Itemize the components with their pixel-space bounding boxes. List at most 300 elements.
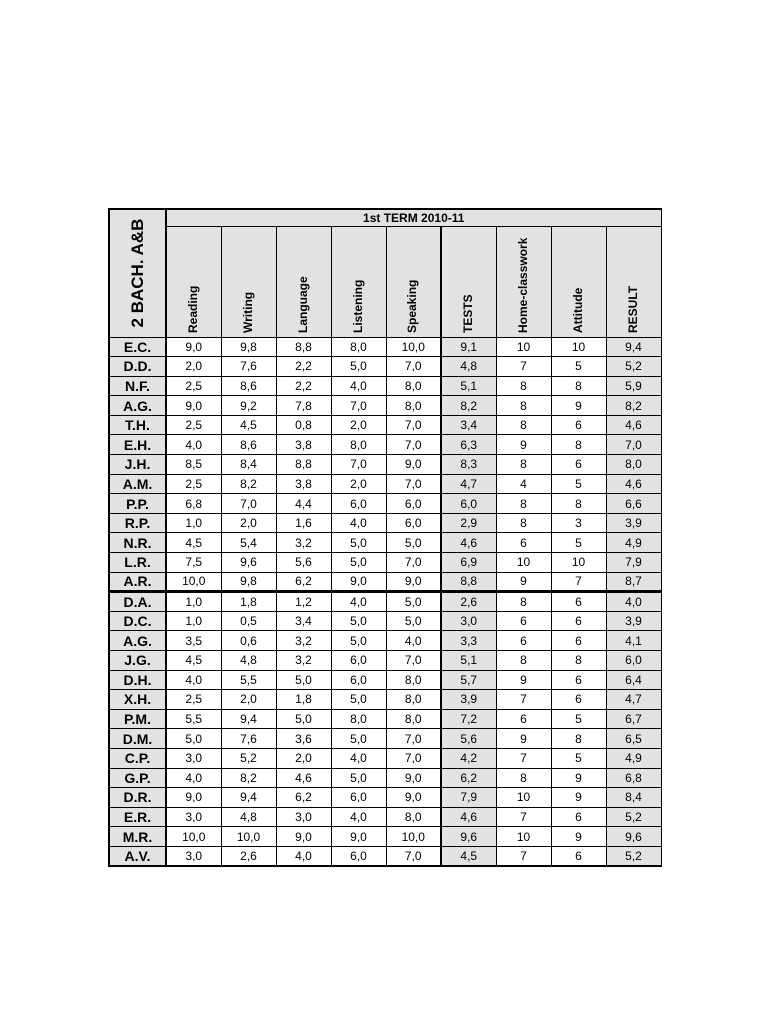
student-initials: D.H. xyxy=(109,670,166,690)
grade-cell: 6 xyxy=(551,807,606,827)
grade-cell: 1,0 xyxy=(166,611,221,631)
grade-cell: 6 xyxy=(551,670,606,690)
grade-cell: 3,3 xyxy=(441,631,496,651)
grade-cell: 2,2 xyxy=(276,357,331,377)
grade-cell: 7,0 xyxy=(606,435,661,455)
grade-cell: 9 xyxy=(496,435,551,455)
grade-cell: 9 xyxy=(496,729,551,749)
student-initials: A.G. xyxy=(109,396,166,416)
student-initials: N.F. xyxy=(109,376,166,396)
grade-cell: 3,5 xyxy=(166,631,221,651)
grade-cell: 4,0 xyxy=(331,807,386,827)
grade-cell: 5,0 xyxy=(166,729,221,749)
grade-cell: 8 xyxy=(496,768,551,788)
grade-cell: 9,0 xyxy=(386,572,441,592)
grade-cell: 7 xyxy=(496,748,551,768)
table-row xyxy=(109,396,661,416)
grade-cell: 9 xyxy=(551,396,606,416)
column-header-label: RESULT xyxy=(625,285,640,333)
grade-cell: 7,0 xyxy=(221,494,276,514)
student-initials: M.R. xyxy=(109,827,166,847)
grade-cell: 7,9 xyxy=(441,788,496,808)
grade-cell: 2,2 xyxy=(276,376,331,396)
grade-cell: 8,2 xyxy=(606,396,661,416)
column-header-label: Listening xyxy=(350,279,365,333)
grade-cell: 6,2 xyxy=(276,572,331,592)
grade-cell: 0,6 xyxy=(221,631,276,651)
term-title: 1st TERM 2010-11 xyxy=(166,209,661,226)
grade-cell: 8 xyxy=(551,494,606,514)
grade-cell: 8,0 xyxy=(386,396,441,416)
grade-cell: 6 xyxy=(496,709,551,729)
student-initials: D.C. xyxy=(109,611,166,631)
grade-cell: 2,5 xyxy=(166,690,221,710)
grade-cell: 8,0 xyxy=(386,376,441,396)
grade-cell: 5 xyxy=(551,709,606,729)
grade-cell: 6,2 xyxy=(276,788,331,808)
grade-cell: 9,4 xyxy=(221,788,276,808)
grade-cell: 4,0 xyxy=(386,631,441,651)
grade-cell: 7,0 xyxy=(386,553,441,573)
table-row xyxy=(109,690,661,710)
grade-cell: 5,0 xyxy=(331,690,386,710)
grade-cell: 10 xyxy=(551,337,606,357)
grade-cell: 2,0 xyxy=(166,357,221,377)
grade-cell: 6 xyxy=(551,690,606,710)
grade-cell: 7,0 xyxy=(386,748,441,768)
grade-cell: 3,0 xyxy=(166,846,221,866)
student-initials: X.H. xyxy=(109,690,166,710)
student-initials: E.R. xyxy=(109,807,166,827)
student-initials: T.H. xyxy=(109,415,166,435)
grade-cell: 1,8 xyxy=(221,592,276,612)
grade-cell: 5,0 xyxy=(331,553,386,573)
student-initials: E.H. xyxy=(109,435,166,455)
table-row xyxy=(109,768,661,788)
grade-cell: 8,4 xyxy=(606,788,661,808)
grade-cell: 7 xyxy=(496,690,551,710)
grade-cell: 6,2 xyxy=(441,768,496,788)
grade-cell: 7,0 xyxy=(331,455,386,475)
table-row xyxy=(109,670,661,690)
student-initials: J.G. xyxy=(109,651,166,671)
grade-cell: 4,2 xyxy=(441,748,496,768)
grade-cell: 7,0 xyxy=(386,846,441,866)
table-row xyxy=(109,494,661,514)
column-header xyxy=(496,226,551,337)
grade-cell: 9 xyxy=(551,827,606,847)
grade-cell: 3,0 xyxy=(166,748,221,768)
table-row xyxy=(109,709,661,729)
grade-cell: 10 xyxy=(496,827,551,847)
grade-cell: 7 xyxy=(496,846,551,866)
grade-cell: 8,4 xyxy=(221,455,276,475)
column-header-label: TESTS xyxy=(460,293,475,333)
student-initials: P.M. xyxy=(109,709,166,729)
grade-cell: 6,6 xyxy=(606,494,661,514)
grade-cell: 7,8 xyxy=(276,396,331,416)
grade-cell: 4,5 xyxy=(166,651,221,671)
grade-cell: 6,0 xyxy=(331,670,386,690)
grade-cell: 2,0 xyxy=(221,513,276,533)
table-row xyxy=(109,729,661,749)
table-row xyxy=(109,846,661,866)
grade-cell: 7,0 xyxy=(386,474,441,494)
table-row xyxy=(109,651,661,671)
grade-cell: 8,0 xyxy=(386,709,441,729)
grade-cell: 0,5 xyxy=(221,611,276,631)
grade-cell: 2,0 xyxy=(221,690,276,710)
table-row xyxy=(109,611,661,631)
grade-cell: 4,5 xyxy=(221,415,276,435)
grade-cell: 4,6 xyxy=(606,415,661,435)
grade-cell: 6,3 xyxy=(441,435,496,455)
grade-cell: 7,5 xyxy=(166,553,221,573)
grade-cell: 6 xyxy=(551,592,606,612)
grade-cell: 6 xyxy=(496,611,551,631)
grade-cell: 8,6 xyxy=(221,435,276,455)
student-initials: A.M. xyxy=(109,474,166,494)
table-row xyxy=(109,788,661,808)
grade-cell: 6,0 xyxy=(606,651,661,671)
grade-cell: 4,8 xyxy=(441,357,496,377)
grade-cell: 2,0 xyxy=(276,748,331,768)
grade-cell: 8 xyxy=(496,513,551,533)
grade-cell: 1,8 xyxy=(276,690,331,710)
grade-cell: 5,0 xyxy=(331,611,386,631)
column-header-label: Speaking xyxy=(405,279,420,333)
grade-cell: 6,9 xyxy=(441,553,496,573)
grade-cell: 3,9 xyxy=(606,513,661,533)
grade-cell: 5,0 xyxy=(331,768,386,788)
student-initials: L.R. xyxy=(109,553,166,573)
grade-cell: 5,0 xyxy=(331,729,386,749)
grade-cell: 5,6 xyxy=(276,553,331,573)
student-initials: J.H. xyxy=(109,455,166,475)
grade-cell: 5,0 xyxy=(331,631,386,651)
table-row xyxy=(109,513,661,533)
grade-cell: 4,9 xyxy=(606,748,661,768)
student-initials: R.P. xyxy=(109,513,166,533)
grade-cell: 4,0 xyxy=(331,748,386,768)
grade-cell: 9 xyxy=(551,788,606,808)
grade-cell: 7,6 xyxy=(221,729,276,749)
grade-cell: 4,5 xyxy=(441,846,496,866)
grade-cell: 10,0 xyxy=(386,827,441,847)
grade-cell: 4,0 xyxy=(166,435,221,455)
grade-cell: 6 xyxy=(551,455,606,475)
grade-cell: 5,5 xyxy=(166,709,221,729)
grade-cell: 7,9 xyxy=(606,553,661,573)
table-row xyxy=(109,592,661,612)
grade-cell: 7,0 xyxy=(386,415,441,435)
grade-cell: 4,0 xyxy=(276,846,331,866)
table-row xyxy=(109,455,661,475)
grade-cell: 6,8 xyxy=(166,494,221,514)
grade-cell: 1,0 xyxy=(166,513,221,533)
grade-cell: 5,5 xyxy=(221,670,276,690)
grade-cell: 8 xyxy=(551,729,606,749)
grade-cell: 2,5 xyxy=(166,376,221,396)
grade-cell: 9,4 xyxy=(221,709,276,729)
student-initials: N.R. xyxy=(109,533,166,553)
column-header-label: Writing xyxy=(240,291,255,333)
grade-cell: 4,8 xyxy=(221,807,276,827)
column-header xyxy=(221,226,276,337)
grade-cell: 9 xyxy=(496,670,551,690)
student-initials: G.P. xyxy=(109,768,166,788)
grade-cell: 9 xyxy=(551,768,606,788)
grade-cell: 8 xyxy=(551,376,606,396)
grade-cell: 3,2 xyxy=(276,651,331,671)
grade-cell: 6 xyxy=(551,415,606,435)
grade-cell: 10,0 xyxy=(221,827,276,847)
grade-cell: 3,9 xyxy=(441,690,496,710)
grade-cell: 1,6 xyxy=(276,513,331,533)
grade-cell: 9,4 xyxy=(606,337,661,357)
grade-cell: 4,6 xyxy=(441,807,496,827)
grade-cell: 4,7 xyxy=(441,474,496,494)
grade-cell: 9,6 xyxy=(441,827,496,847)
grade-cell: 5 xyxy=(551,533,606,553)
grade-cell: 6,0 xyxy=(386,494,441,514)
grade-cell: 5 xyxy=(551,357,606,377)
grade-cell: 8,0 xyxy=(386,670,441,690)
column-header-label: Reading xyxy=(185,285,200,333)
table-row xyxy=(109,533,661,553)
grade-cell: 1,0 xyxy=(166,592,221,612)
table-body xyxy=(109,337,661,866)
grade-cell: 10,0 xyxy=(166,572,221,592)
grade-cell: 7,0 xyxy=(386,729,441,749)
grade-cell: 6 xyxy=(496,631,551,651)
grade-cell: 6 xyxy=(496,533,551,553)
grade-cell: 4,6 xyxy=(606,474,661,494)
grade-cell: 3,2 xyxy=(276,533,331,553)
grade-cell: 4,0 xyxy=(331,513,386,533)
grade-cell: 4,4 xyxy=(276,494,331,514)
grade-cell: 6,7 xyxy=(606,709,661,729)
grade-cell: 3,6 xyxy=(276,729,331,749)
grade-cell: 4,9 xyxy=(606,533,661,553)
grade-cell: 8,8 xyxy=(441,572,496,592)
student-initials: C.P. xyxy=(109,748,166,768)
grade-cell: 3,9 xyxy=(606,611,661,631)
grade-cell: 8,0 xyxy=(386,807,441,827)
grade-cell: 4,0 xyxy=(166,670,221,690)
column-header-label: Language xyxy=(295,275,310,333)
grade-cell: 10 xyxy=(496,337,551,357)
grade-cell: 4,6 xyxy=(441,533,496,553)
grade-cell: 7,0 xyxy=(386,651,441,671)
grade-cell: 8,7 xyxy=(606,572,661,592)
table-row xyxy=(109,631,661,651)
group-label-cell xyxy=(109,209,166,337)
grade-cell: 4,8 xyxy=(221,651,276,671)
grade-cell: 7,0 xyxy=(386,357,441,377)
grade-cell: 4,0 xyxy=(606,592,661,612)
grade-cell: 6 xyxy=(551,611,606,631)
column-header-label: Home-classwork xyxy=(515,237,530,333)
column-header xyxy=(386,226,441,337)
grade-cell: 3,0 xyxy=(166,807,221,827)
grade-cell: 9,0 xyxy=(276,827,331,847)
grade-cell: 4,6 xyxy=(276,768,331,788)
grade-cell: 5,2 xyxy=(606,807,661,827)
grade-cell: 2,9 xyxy=(441,513,496,533)
grade-cell: 7 xyxy=(496,357,551,377)
grade-cell: 9,0 xyxy=(331,827,386,847)
grade-cell: 0,8 xyxy=(276,415,331,435)
grade-cell: 2,5 xyxy=(166,474,221,494)
grade-cell: 8,2 xyxy=(441,396,496,416)
grade-cell: 6,0 xyxy=(386,513,441,533)
grade-cell: 8 xyxy=(496,396,551,416)
grade-cell: 10 xyxy=(496,788,551,808)
grade-cell: 8 xyxy=(496,494,551,514)
table-row xyxy=(109,357,661,377)
grade-cell: 6 xyxy=(551,846,606,866)
grade-cell: 5,1 xyxy=(441,651,496,671)
table-row xyxy=(109,337,661,357)
grade-cell: 8,8 xyxy=(276,455,331,475)
grade-cell: 7,6 xyxy=(221,357,276,377)
grade-cell: 8,2 xyxy=(221,768,276,788)
grade-cell: 5,6 xyxy=(441,729,496,749)
grade-cell: 3,8 xyxy=(276,435,331,455)
grade-cell: 4,5 xyxy=(166,533,221,553)
table-row xyxy=(109,553,661,573)
student-initials: D.A. xyxy=(109,592,166,612)
grade-cell: 6,5 xyxy=(606,729,661,749)
grade-cell: 10,0 xyxy=(166,827,221,847)
grade-cell: 8,0 xyxy=(606,455,661,475)
student-initials: D.D. xyxy=(109,357,166,377)
column-header xyxy=(166,226,221,337)
grade-cell: 2,0 xyxy=(331,415,386,435)
grade-cell: 8 xyxy=(496,455,551,475)
grade-cell: 9,0 xyxy=(386,768,441,788)
grade-cell: 6 xyxy=(551,631,606,651)
grade-cell: 9,6 xyxy=(221,553,276,573)
grade-cell: 5,7 xyxy=(441,670,496,690)
student-initials: D.R. xyxy=(109,788,166,808)
student-initials: A.R. xyxy=(109,572,166,592)
grades-table xyxy=(108,208,662,867)
grade-cell: 4 xyxy=(496,474,551,494)
grade-cell: 5,0 xyxy=(276,670,331,690)
grade-cell: 8 xyxy=(551,435,606,455)
grade-cell: 5 xyxy=(551,748,606,768)
grade-cell: 2,6 xyxy=(221,846,276,866)
table-row xyxy=(109,807,661,827)
grade-cell: 3,8 xyxy=(276,474,331,494)
grade-cell: 9,1 xyxy=(441,337,496,357)
column-header xyxy=(606,226,661,337)
column-header-label: Attitude xyxy=(570,287,585,333)
column-header xyxy=(276,226,331,337)
grade-cell: 9,0 xyxy=(166,396,221,416)
grade-cell: 6,0 xyxy=(331,846,386,866)
student-initials: E.C. xyxy=(109,337,166,357)
grade-cell: 9,8 xyxy=(221,337,276,357)
grade-cell: 3,4 xyxy=(276,611,331,631)
grade-cell: 9 xyxy=(496,572,551,592)
grade-cell: 3,4 xyxy=(441,415,496,435)
grade-cell: 5 xyxy=(551,474,606,494)
grade-cell: 6,0 xyxy=(331,494,386,514)
grade-cell: 5,0 xyxy=(276,709,331,729)
student-initials: D.M. xyxy=(109,729,166,749)
grade-cell: 9,6 xyxy=(606,827,661,847)
column-header xyxy=(551,226,606,337)
grade-cell: 4,0 xyxy=(331,376,386,396)
grade-cell: 5,0 xyxy=(331,533,386,553)
grade-cell: 5,2 xyxy=(606,357,661,377)
table-row xyxy=(109,474,661,494)
grade-cell: 8,5 xyxy=(166,455,221,475)
student-initials: A.G. xyxy=(109,631,166,651)
grade-cell: 8 xyxy=(496,415,551,435)
column-header xyxy=(441,226,496,337)
grade-cell: 5,4 xyxy=(221,533,276,553)
grade-cell: 8,6 xyxy=(221,376,276,396)
grade-cell: 7,2 xyxy=(441,709,496,729)
grade-cell: 7 xyxy=(551,572,606,592)
grade-cell: 2,6 xyxy=(441,592,496,612)
grade-cell: 6,0 xyxy=(331,788,386,808)
grade-cell: 5,9 xyxy=(606,376,661,396)
table-row xyxy=(109,748,661,768)
grade-cell: 2,0 xyxy=(331,474,386,494)
grade-cell: 9,2 xyxy=(221,396,276,416)
grade-cell: 8 xyxy=(496,651,551,671)
grade-cell: 7,0 xyxy=(386,435,441,455)
grade-cell: 4,1 xyxy=(606,631,661,651)
grade-cell: 9,0 xyxy=(166,337,221,357)
table-row xyxy=(109,572,661,592)
grade-cell: 2,5 xyxy=(166,415,221,435)
grade-cell: 8,0 xyxy=(331,709,386,729)
grade-cell: 5,2 xyxy=(606,846,661,866)
grade-cell: 7,0 xyxy=(331,396,386,416)
grade-cell: 10 xyxy=(496,553,551,573)
grade-cell: 4,0 xyxy=(166,768,221,788)
grade-cell: 5,2 xyxy=(221,748,276,768)
grade-cell: 6,4 xyxy=(606,670,661,690)
grade-cell: 6,8 xyxy=(606,768,661,788)
grade-cell: 8,0 xyxy=(331,337,386,357)
grade-cell: 5,0 xyxy=(386,592,441,612)
grade-cell: 1,2 xyxy=(276,592,331,612)
grade-cell: 6,0 xyxy=(441,494,496,514)
student-initials: P.P. xyxy=(109,494,166,514)
grade-cell: 10,0 xyxy=(386,337,441,357)
grade-cell: 8,0 xyxy=(331,435,386,455)
grade-cell: 8 xyxy=(496,376,551,396)
grade-cell: 5,0 xyxy=(331,357,386,377)
table-row xyxy=(109,435,661,455)
grade-cell: 3,0 xyxy=(276,807,331,827)
grade-cell: 4,7 xyxy=(606,690,661,710)
grade-cell: 5,0 xyxy=(386,611,441,631)
grade-cell: 8,8 xyxy=(276,337,331,357)
grade-cell: 8 xyxy=(551,651,606,671)
grade-cell: 7 xyxy=(496,807,551,827)
grade-cell: 3,0 xyxy=(441,611,496,631)
grade-cell: 9,0 xyxy=(166,788,221,808)
table-row xyxy=(109,376,661,396)
